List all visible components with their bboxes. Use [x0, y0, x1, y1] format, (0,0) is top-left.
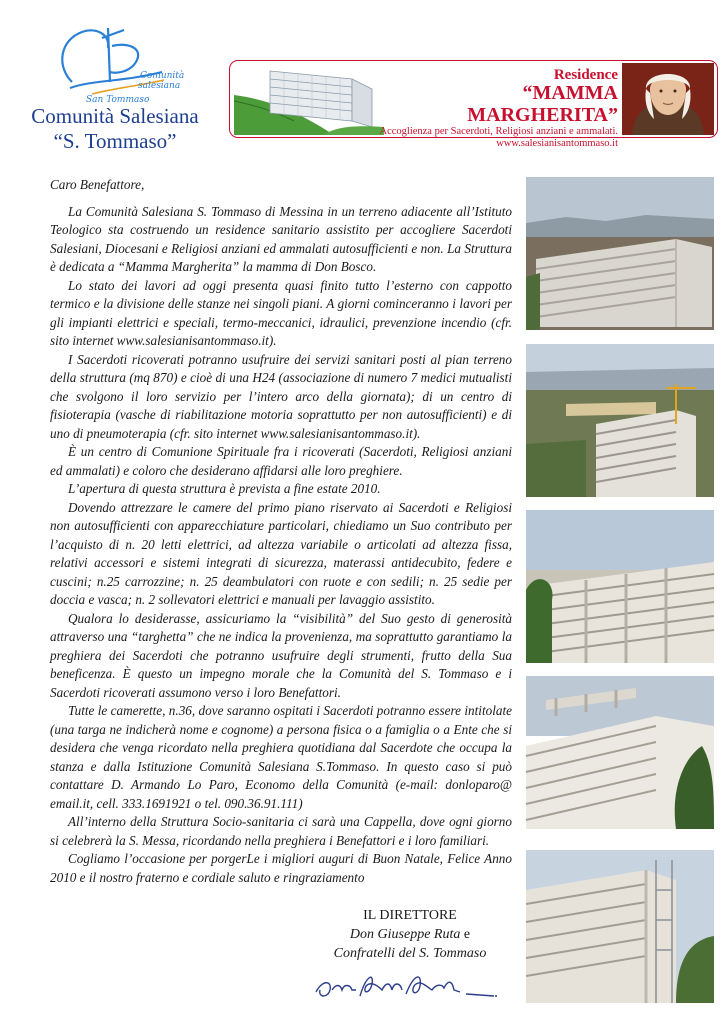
letter-paragraph: Cogliamo l’occasione per porgerLe i migliori auguri di Buon Natale, Felice Anno 2010 e il nostro fraterno e cordiale saluto e ringraziamento [50, 851, 512, 885]
letter-paragraph: Qualora lo desiderasse, assicuriamo la “visibilità” del Suo gesto di generosità attraverso una “targhetta” che ne indica la provenienza, ma soprattutto garantiamo la preghiera dei Sacerdoti che potranno usufruire degli strumenti, frutto della Sua beneficenza. È questo un impegno morale che la Comunità del S. Tommaso e i Sacerdoti ricoverati assumono verso i loro Benefattori. [50, 610, 512, 700]
signature-confratelli: Confratelli del S. Tommaso [333, 946, 487, 961]
construction-photo-2 [526, 344, 714, 497]
letter-body [50, 176, 512, 887]
banner-text [370, 67, 618, 149]
signature-block [300, 906, 520, 963]
logo-script-line-2: salesiana [138, 81, 181, 91]
logo-caption-line-1: Comunità Salesiana [31, 104, 199, 128]
signature-role: IL DIRETTORE [363, 908, 457, 923]
construction-photo-5 [526, 850, 714, 1003]
letter-paragraph: Lo stato dei lavori ad oggi presenta quasi finito tutto l’esterno con cappotto termico e la divisione delle stanze nei singoli piani. A giorni cominceranno i lavori per gli impianti elettrici e speciali, termo-meccanici, idraulici, prevenzione incendio (cfr. sito internet www.salesianisantommaso.it). [50, 277, 512, 348]
letter-paragraph: Tutte le camerette, n.36, dove saranno ospitati i Sacerdoti potranno essere intitolate (una targa ne indicherà nome e cognome) a persona fisica o a famiglia o a Ente che si desidera che venga ricordato nella preghiera quotidiana dal Sacerdote che occupa la stanza e dalla Istituzione Comunità Salesiana S.Tommaso. In questo caso si può contattare D. Armando Lo Paro, Economo della Comunità (e-mail: donloparo@ email.it, cell. 333.1691921 o tel. 090.36.91.111) [50, 703, 512, 811]
handwritten-signature [310, 966, 500, 1006]
letter-paragraph: All’interno della Struttura Socio-sanitaria ci sarà una Cappella, dove ogni giorno si celebrerà la S. Messa, ricordando nella preghiera i Benefattori e i loro familiari. [50, 814, 512, 848]
logo-script-line-1: Comunità [140, 71, 185, 81]
banner-subtitle: Accoglienza per Sacerdoti, Religiosi anziani e ammalati. [379, 126, 618, 138]
logo-caption [20, 104, 210, 154]
letter-paragraph: L’apertura di questa struttura è prevista a fine estate 2010. [68, 481, 381, 496]
signature-conjunction: e [460, 927, 471, 942]
construction-photo-3 [526, 510, 714, 663]
construction-photo-4 [526, 676, 714, 829]
letter-paragraph: I Sacerdoti ricoverati potranno usufruire dei servizi sanitari posti al pian terreno della struttura (mq 870) e cioè di una H24 (associazione di numero 7 medici mutualisti che svolgono il loro servizio per l’intero arco della giornata); di un centro di fisioterapia (vasche di riabilitazione motoria soprattutto per non autosufficienti) e di uno di pneumoterapia (cfr. sito internet www.salesianisantommaso.it). [50, 351, 512, 441]
letter-paragraph: Dovendo attrezzare le camere del primo piano riservato ai Sacerdoti e Religiosi non autosufficienti con apparecchiature particolari, chiediamo un Suo contributo per l’acquisto di n. 20 letti elettrici, ad altezza variabile o articolati ad altezza fissa, relativi accessori e sistemi integrati di sicurezza, materassi antidecubito, federe e cuscini; n.25 carrozzine; n. 25 deambulatori con ruote e con sedili; n. 25 sedie per doccia e vasca; n. 2 sollevatori elettrici e manuali per lavaggio assistito. [50, 499, 512, 607]
community-logo [52, 22, 192, 106]
signature-name: Don Giuseppe Ruta [349, 927, 461, 942]
letter-paragraph: È un centro di Comunione Spirituale fra i ricoverati (Sacerdoti, Religiosi anziani ed ammalati) e coloro che desiderano affidarsi alle loro preghiere. [50, 444, 512, 478]
banner-website: www.salesianisantommaso.it [496, 137, 618, 149]
banner-name: “MAMMA MARGHERITA” [467, 82, 618, 126]
construction-photo-1 [526, 177, 714, 330]
letter-salutation: Caro Benefattore, [50, 177, 145, 192]
banner-title: Residence [553, 67, 618, 83]
building-rendering [234, 65, 384, 135]
residence-banner [229, 60, 718, 149]
logo-caption-line-2: “S. Tommaso” [53, 129, 177, 153]
mamma-margherita-portrait [622, 63, 714, 135]
logo-script-line-3: San Tommaso [86, 95, 150, 105]
letter-paragraph: La Comunità Salesiana S. Tommaso di Messina in un terreno adiacente all’Istituto Teologico sta costruendo un residence sanitario assistito per accogliere Sacerdoti Salesiani, Diocesani e Religiosi anziani ed ammalati autosufficienti e non. La Struttura è dedicata a “Mamma Margherita” la mamma di Don Bosco. [50, 203, 512, 274]
